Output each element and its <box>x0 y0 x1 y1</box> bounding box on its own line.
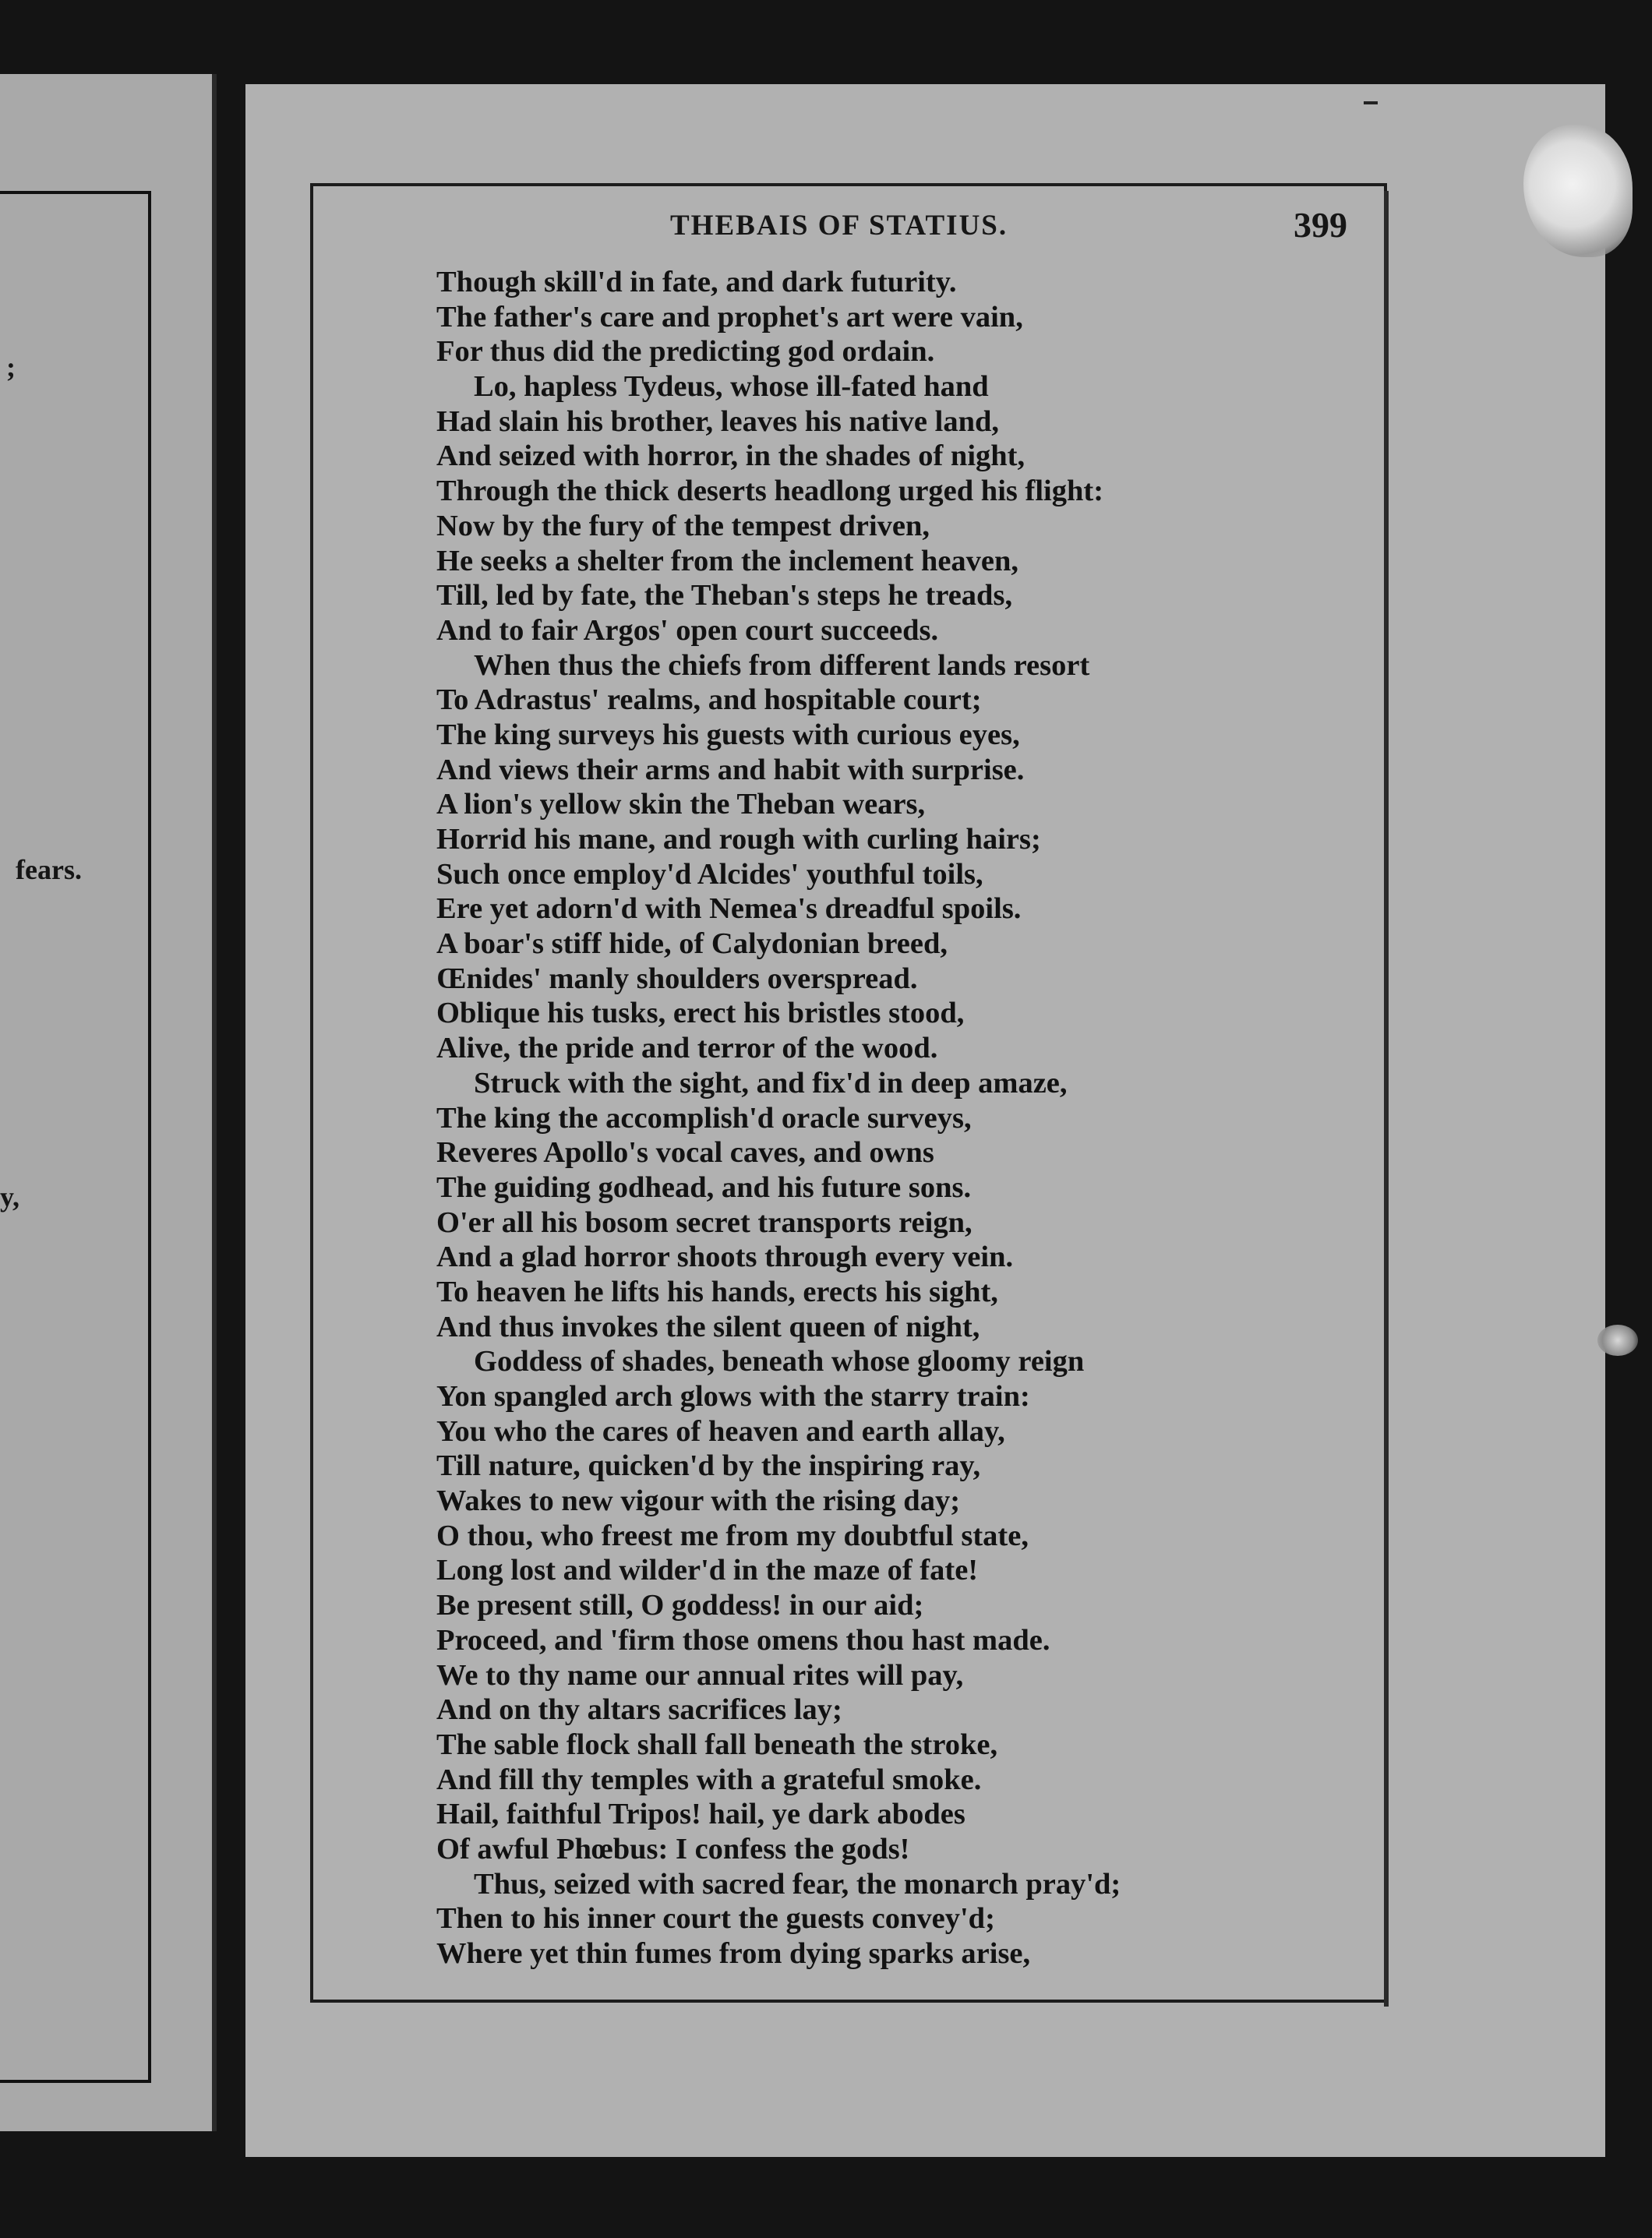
poem-line: Such once employ'd Alcides' youthful toils, <box>436 857 983 891</box>
poem-line: The sable flock shall fall beneath the stroke, <box>436 1728 998 1761</box>
poem-line: The guiding godhead, and his future sons. <box>436 1170 972 1204</box>
poem-line: O'er all his bosom secret transports reign, <box>436 1205 972 1239</box>
poem-line: Where yet thin fumes from dying sparks arise, <box>436 1937 1031 1970</box>
poem-line: Through the thick deserts headlong urged his flight: <box>436 475 1104 508</box>
page-number: 399 <box>1294 205 1347 245</box>
poem-line: Till, led by fate, the Theban's steps he treads, <box>436 579 1013 612</box>
poem-line: Now by the fury of the tempest driven, <box>436 509 930 542</box>
poem-line: He seeks a shelter from the inclement heaven, <box>436 544 1019 577</box>
poem-line: You who the cares of heaven and earth allay, <box>436 1414 1005 1448</box>
poem-line: Till nature, quicken'd by the inspiring ray, <box>436 1449 981 1483</box>
left-page-frame <box>0 191 151 2083</box>
left-page-fragment: y, <box>0 1181 20 1213</box>
poem-line: The king surveys his guests with curious eyes, <box>436 718 1020 751</box>
poem-line: Goddess of shades, beneath whose gloomy reign <box>474 1345 1085 1378</box>
poem-line: Be present still, O goddess! in our aid; <box>436 1589 924 1622</box>
poem-line: A boar's stiff hide, of Calydonian breed, <box>436 927 948 961</box>
poem-line: Thus, seized with sacred fear, the monarch pray'd; <box>474 1867 1121 1901</box>
left-page-fragment: ; <box>6 351 16 383</box>
poem-line: When thus the chiefs from different lands resort <box>474 648 1090 682</box>
poem-line: Alive, the pride and terror of the wood. <box>436 1032 938 1065</box>
poem-line: Œnides' manly shoulders overspread. <box>436 962 918 995</box>
poem-line: The father's care and prophet's art were vain, <box>436 300 1023 334</box>
running-head: THEBAIS OF STATIUS. <box>670 210 1008 242</box>
paper-stain <box>1597 1325 1638 1356</box>
poem-line: To heaven he lifts his hands, erects his sight, <box>436 1275 998 1308</box>
poem-line: Long lost and wilder'd in the maze of fate! <box>436 1554 979 1587</box>
poem-line: Of awful Phœbus: I confess the gods! <box>436 1832 910 1866</box>
poem-line: For thus did the predicting god ordain. <box>436 335 935 369</box>
poem-line: And a glad horror shoots through every vein. <box>436 1241 1014 1274</box>
poem-line: Yon spangled arch glows with the starry train: <box>436 1380 1030 1413</box>
poem-line: Ere yet adorn'd with Nemea's dreadful spoils. <box>436 892 1022 926</box>
poem-line: And seized with horror, in the shades of night, <box>436 439 1025 473</box>
poem-line: The king the accomplish'd oracle surveys, <box>436 1101 972 1135</box>
poem-line: Reveres Apollo's vocal caves, and owns <box>436 1136 934 1170</box>
poem-line: Horrid his mane, and rough with curling hairs; <box>436 823 1041 856</box>
poem-line: Oblique his tusks, erect his bristles stood, <box>436 997 965 1030</box>
poem-line: Lo, hapless Tydeus, whose ill-fated hand <box>474 370 989 404</box>
poem-line: Wakes to new vigour with the rising day; <box>436 1484 961 1518</box>
poem-line: And to fair Argos' open court succeeds. <box>436 613 939 647</box>
poem-line: We to thy name our annual rites will pay, <box>436 1658 964 1692</box>
poem-line: And on thy altars sacrifices lay; <box>436 1693 842 1727</box>
text-frame-edge <box>1384 191 1389 2007</box>
poem-line: O thou, who freest me from my doubtful state, <box>436 1519 1029 1552</box>
poem-line: And thus invokes the silent queen of night, <box>436 1310 980 1343</box>
page-mark <box>1364 101 1378 104</box>
poem-line: To Adrastus' realms, and hospitable court; <box>436 683 982 717</box>
left-facing-page <box>0 74 217 2131</box>
poem-line: Though skill'd in fate, and dark futurity. <box>436 266 957 298</box>
poem-line: And fill thy temples with a grateful smoke. <box>436 1763 982 1796</box>
poem-line: And views their arms and habit with surprise. <box>436 753 1025 786</box>
left-page-fragment: fears. <box>16 854 82 885</box>
poem-text <box>436 265 1371 1971</box>
poem-line: Struck with the sight, and fix'd in deep amaze, <box>474 1066 1068 1100</box>
poem-line: A lion's yellow skin the Theban wears, <box>436 788 926 821</box>
poem-line: Proceed, and 'firm those omens thou hast made. <box>436 1623 1050 1657</box>
poem-line: Then to his inner court the guests convey'd; <box>436 1902 995 1936</box>
poem-line: Had slain his brother, leaves his native land, <box>436 404 1000 438</box>
poem-line: Hail, faithful Tripos! hail, ye dark abodes <box>436 1798 965 1831</box>
